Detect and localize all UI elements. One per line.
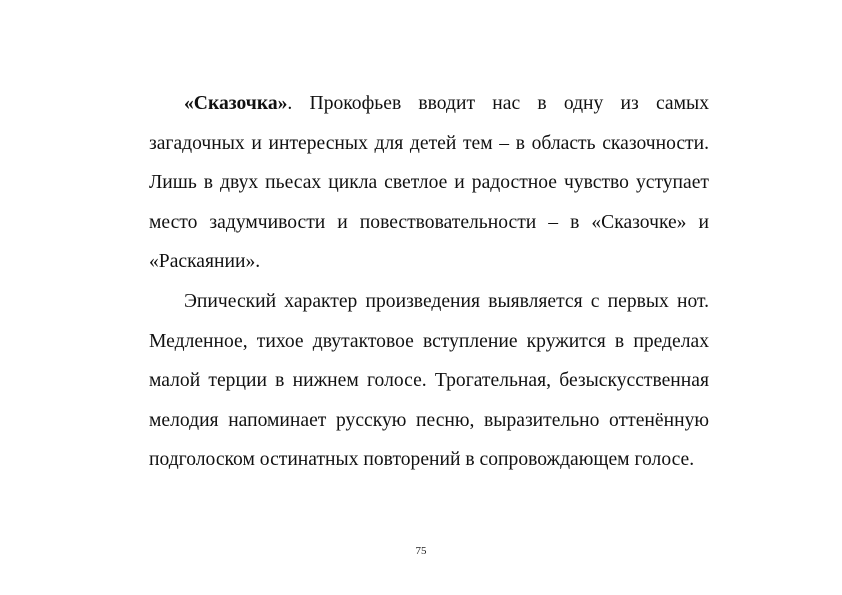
paragraph-1-text: . Прокофьев вводит нас в одну из самых загадочных и интересных для детей тем – в область сказочности. Лишь в двух пьесах цикла светлое и радостное чувство уступает место задумчивости и повествовательности – в «Сказочке» и «Раскаянии». [149, 93, 709, 273]
paragraph-1-title: «Сказочка» [184, 93, 288, 114]
paragraph-1 [149, 84, 709, 282]
paragraph-2 [149, 282, 709, 480]
page-number: 75 [415, 545, 427, 557]
paragraph-2-text: Эпический характер произведения выявляется с первых нот. Медленное, тихое двутактовое вступление кружится в пределах малой терции в нижнем голосе. Трогательная, безыскусственная мелодия напоминает русскую песню, выразительно оттенённую подголоском остинатных повторений в сопровождающем голосе. [149, 290, 709, 471]
body-text [149, 84, 709, 480]
